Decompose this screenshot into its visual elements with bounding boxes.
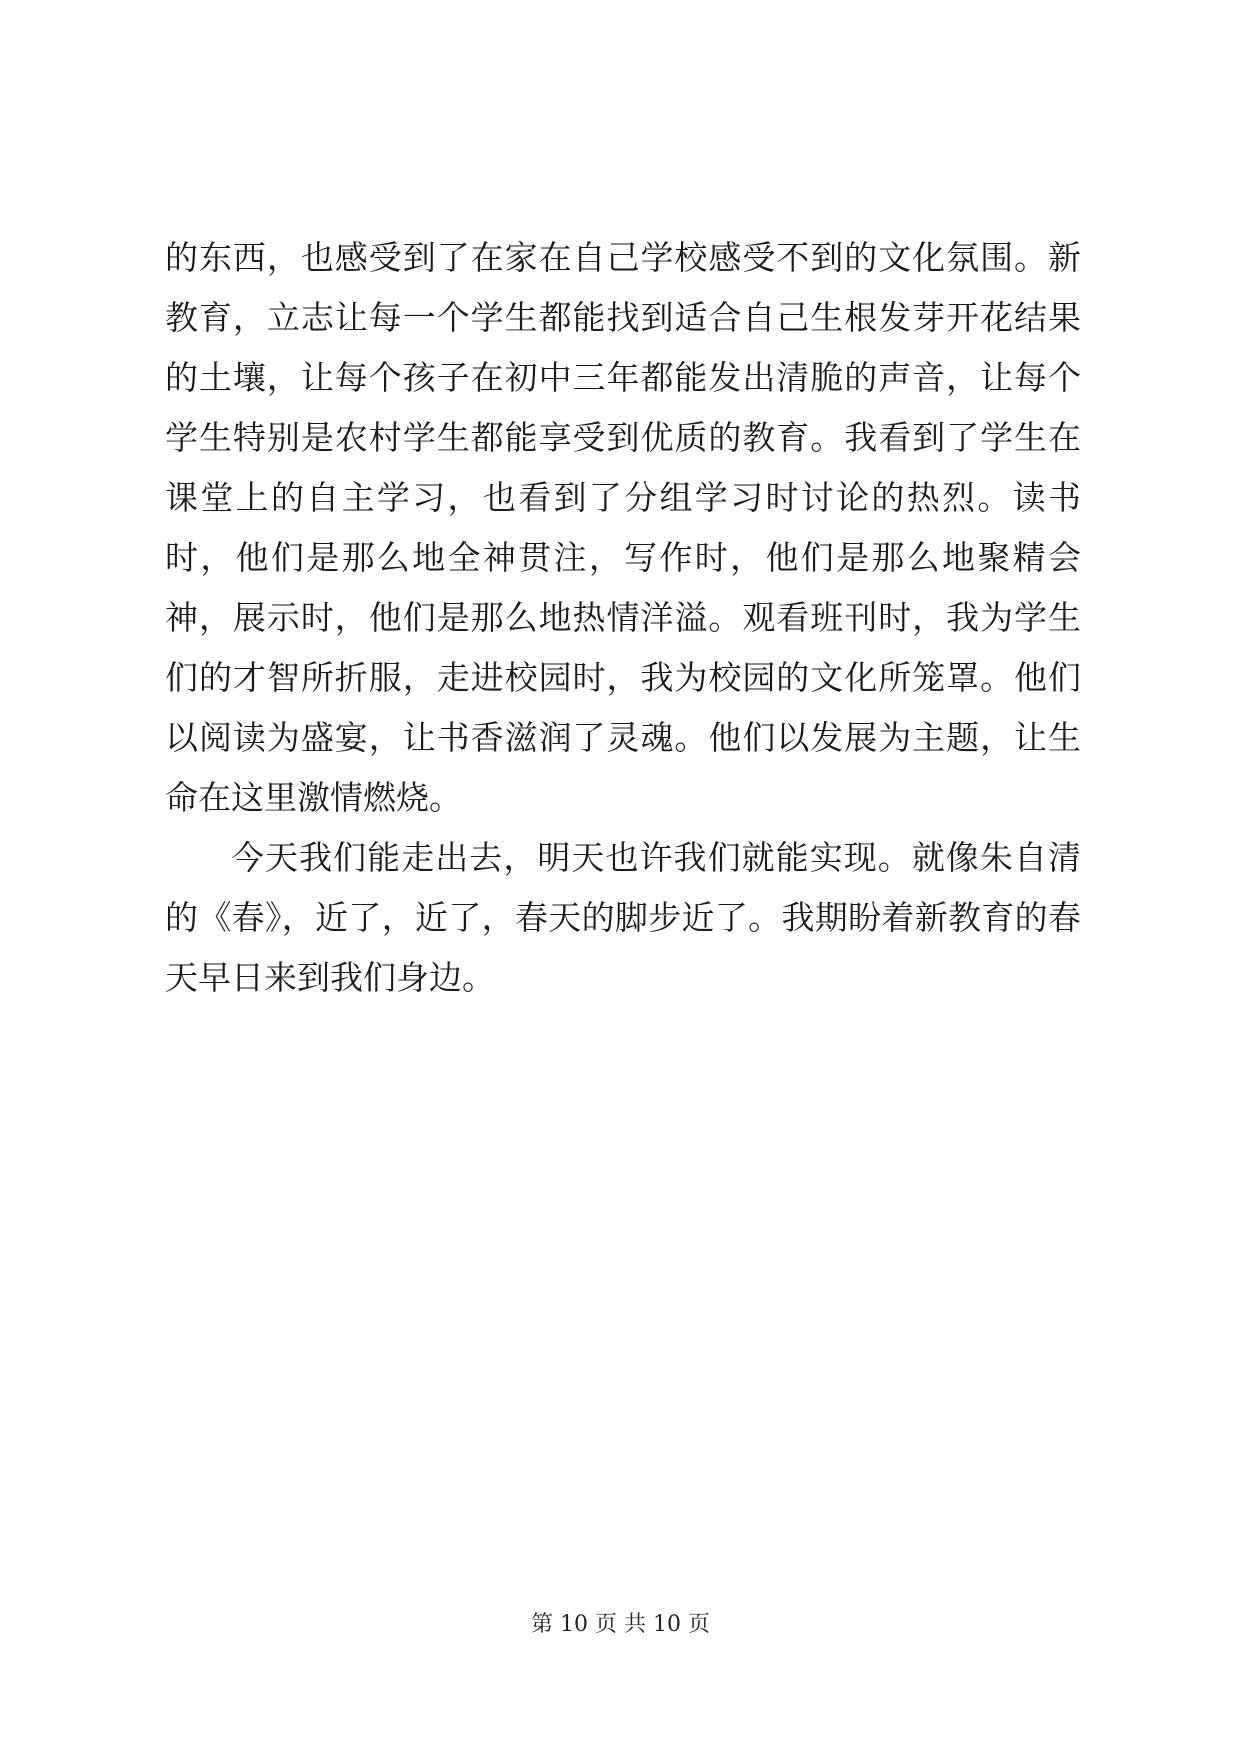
document-body	[165, 228, 1081, 1008]
paragraph-continuation: 的东西，也感受到了在家在自己学校感受不到的文化氛围。新教育，立志让每一个学生都能找到适合自己生根发芽开花结果的土壤，让每个孩子在初中三年都能发出清脆的声音，让每个学生特别是农村学生都能享受到优质的教育。我看到了学生在课堂上的自主学习，也看到了分组学习时讨论的热烈。读书时，他们是那么地全神贯注，写作时，他们是那么地聚精会神，展示时，他们是那么地热情洋溢。观看班刊时，我为学生们的才智所折服，走进校园时，我为校园的文化所笼罩。他们以阅读为盛宴，让书香滋润了灵魂。他们以发展为主题，让生命在这里激情燃烧。	[165, 238, 1081, 817]
paragraph-closing: 今天我们能走出去，明天也许我们就能实现。就像朱自清的《春》，近了，近了，春天的脚步近了。我期盼着新教育的春天早日来到我们身边。	[165, 838, 1081, 997]
page-footer	[0, 1610, 1241, 1640]
page-number-label: 第 10 页 共 10 页	[531, 1612, 710, 1637]
